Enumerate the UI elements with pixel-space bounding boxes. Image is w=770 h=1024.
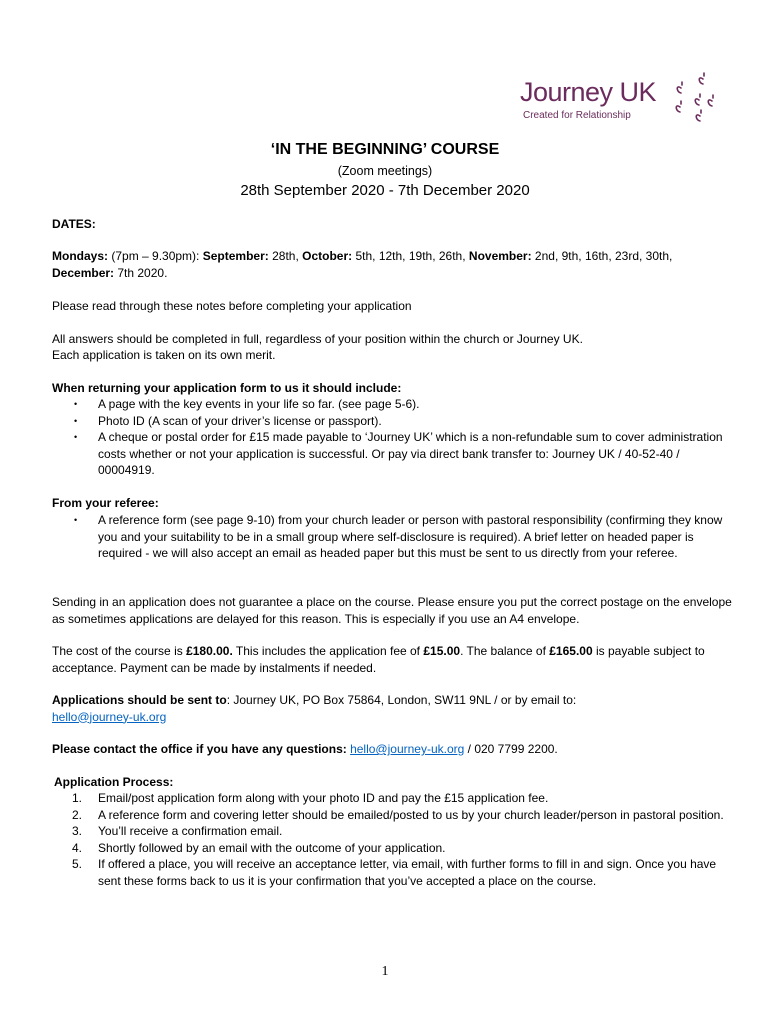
november-days: 2nd, 9th, 16th, 23rd, 30th, bbox=[531, 249, 673, 263]
process-step bbox=[52, 840, 732, 857]
dates-heading: DATES: bbox=[52, 217, 96, 231]
referee-item: • A reference form (see page 9-10) from your church leader or person with pastoral responsibility (confirming they know you and your suitability to be in a small group where self-disclosure is required). A brief letter on headed paper is required - we will also accept an email as headed paper but this must be sent to us directly from your referee. bbox=[52, 512, 732, 562]
step-text: Email/post application form along with your photo ID and pay the £15 application fee. bbox=[98, 791, 549, 805]
cost-text-3: . The balance of bbox=[460, 644, 550, 658]
step-number: 5. bbox=[72, 857, 83, 871]
send-address: : Journey UK, PO Box 75864, London, SW11 9NL / or by email to: bbox=[226, 693, 577, 707]
include-heading: When returning your application form to us it should include: bbox=[52, 381, 402, 395]
november-label: November: bbox=[468, 249, 532, 263]
course-subtitle: (Zoom meetings) bbox=[337, 164, 433, 178]
include-list bbox=[52, 396, 732, 479]
september-days: 28th, bbox=[268, 249, 303, 263]
read-notes-text: Please read through these notes before completing your application bbox=[52, 299, 412, 313]
process-step bbox=[52, 790, 732, 807]
december-label: December: bbox=[52, 265, 115, 280]
process-step bbox=[52, 807, 732, 824]
process-step bbox=[52, 856, 732, 889]
include-item: • A page with the key events in your life so far. (see page 5-6). bbox=[52, 396, 732, 413]
contact-label: Please contact the office if you have any questions: bbox=[52, 742, 351, 756]
contact-email-link[interactable]: hello@journey-uk.org bbox=[350, 742, 465, 756]
step-number: 3. bbox=[72, 824, 83, 838]
journey-uk-logo bbox=[520, 70, 725, 130]
cost-text-4: is payable subject to acceptance. Payment can be made by instalments if needed. bbox=[52, 644, 705, 675]
send-email-link[interactable]: hello@journey-uk.org bbox=[52, 709, 167, 724]
page-number: 1 bbox=[381, 964, 389, 979]
step-text: A reference form and covering letter should be emailed/posted to us by your church leader/person in pastoral position. bbox=[98, 807, 724, 822]
step-text: Shortly followed by an email with the outcome of your application. bbox=[98, 840, 446, 855]
process-heading: Application Process: bbox=[54, 775, 174, 789]
step-text: You’ll receive a confirmation email. bbox=[98, 824, 283, 838]
cost-text-2: This includes the application fee of bbox=[232, 644, 424, 658]
course-title: ‘IN THE BEGINNING’ COURSE bbox=[270, 141, 500, 158]
mondays-label: Mondays: bbox=[52, 249, 109, 263]
answers-text-1: All answers should be completed in full, regardless of your position within the church or Journey UK. bbox=[52, 332, 583, 346]
step-number: 4. bbox=[72, 840, 83, 855]
balance-amount: £165.00 bbox=[549, 644, 593, 658]
december-days: 7th 2020. bbox=[114, 265, 168, 280]
step-number: 1. bbox=[72, 791, 83, 805]
send-paragraph bbox=[52, 692, 732, 725]
referee-heading: From your referee: bbox=[52, 496, 159, 510]
october-label: October: bbox=[302, 249, 353, 263]
monday-dates bbox=[52, 248, 732, 281]
include-item: • A cheque or postal order for £15 made payable to ‘Journey UK’ which is a non-refundable sum to cover administration costs whether or not your application is successful. Or pay via direct bank transfer to: Journey UK / 40-52-40 / 00004919. bbox=[52, 429, 732, 479]
step-text: If offered a place, you will receive an acceptance letter, via email, with further forms to fill in and sign. Once you have sent these forms back to us it is your confirmation that you’ve accepted a place on the course. bbox=[98, 857, 717, 888]
course-total-cost: £180.00. bbox=[186, 644, 233, 658]
process-step bbox=[52, 823, 732, 840]
postage-note: Sending in an application does not guarantee a place on the course. Please ensure you put the correct postage on the envelope as sometimes applications are delayed for this reason. This is especially if you use an A4 envelope. bbox=[52, 595, 732, 626]
step-number: 2. bbox=[72, 807, 83, 822]
process-list bbox=[52, 790, 732, 889]
application-fee: £15.00 bbox=[423, 644, 461, 658]
send-label: Applications should be sent to bbox=[52, 693, 227, 707]
cost-text-1: The cost of the course is bbox=[52, 644, 187, 658]
footprints-icon bbox=[670, 70, 720, 128]
contact-phone: / 020 7799 2200. bbox=[464, 742, 558, 756]
session-time: (7pm – 9.30pm): bbox=[108, 249, 203, 263]
october-days: 5th, 12th, 19th, 26th, bbox=[352, 249, 469, 263]
answers-text-2: Each application is taken on its own merit. bbox=[52, 348, 276, 362]
course-date-range: 28th September 2020 - 7th December 2020 bbox=[240, 182, 530, 199]
include-item: • Photo ID (A scan of your driver’s license or passport). bbox=[52, 413, 732, 430]
contact-paragraph bbox=[52, 741, 732, 758]
logo-name: Journey UK bbox=[520, 77, 657, 107]
cost-paragraph bbox=[52, 643, 732, 676]
referee-list bbox=[52, 512, 732, 562]
september-label: September: bbox=[202, 249, 269, 263]
logo-tagline: Created for Relationship bbox=[523, 110, 631, 121]
